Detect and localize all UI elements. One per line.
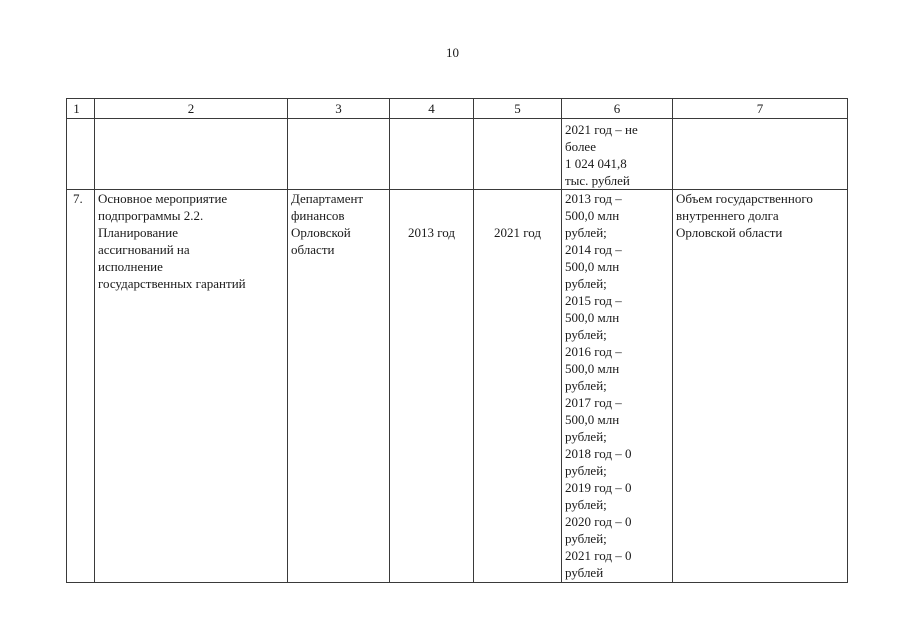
text-line: тыс. рублей bbox=[565, 173, 630, 188]
continuation-row bbox=[67, 119, 848, 190]
funding-amounts bbox=[562, 190, 673, 583]
cont-cell-4 bbox=[390, 119, 474, 190]
text-line: Орловской bbox=[291, 225, 351, 240]
header-col-2: 2 bbox=[95, 99, 288, 119]
text-line: Объем государственного bbox=[676, 191, 813, 206]
target-indicator bbox=[673, 190, 848, 583]
event-name bbox=[95, 190, 288, 583]
text-line: рублей; bbox=[565, 327, 607, 342]
text-line: 500,0 млн bbox=[565, 361, 620, 376]
cont-cell-7 bbox=[673, 119, 848, 190]
text-line: рублей; bbox=[565, 463, 607, 478]
text-line: 2013 год – bbox=[565, 191, 622, 206]
text-line: государственных гарантий bbox=[98, 276, 246, 291]
text-line: рублей; bbox=[565, 378, 607, 393]
header-col-7: 7 bbox=[673, 99, 848, 119]
text-line: области bbox=[291, 242, 335, 257]
cont-cell-3 bbox=[288, 119, 390, 190]
text-line: рублей; bbox=[565, 276, 607, 291]
end-year: 2021 год bbox=[474, 190, 562, 583]
header-col-4: 4 bbox=[390, 99, 474, 119]
cont-cell-2 bbox=[95, 119, 288, 190]
text-line: финансов bbox=[291, 208, 345, 223]
text-line: 2020 год – 0 bbox=[565, 514, 632, 529]
text-line: ассигнований на bbox=[98, 242, 190, 257]
text-line: 2021 год – не bbox=[565, 122, 638, 137]
text-line: Орловской области bbox=[676, 225, 783, 240]
text-line: рублей; bbox=[565, 429, 607, 444]
text-line: Департамент bbox=[291, 191, 364, 206]
text-line: Основное мероприятие bbox=[98, 191, 228, 206]
text-line: более bbox=[565, 139, 596, 154]
text-line: 2015 год – bbox=[565, 293, 622, 308]
executor bbox=[288, 190, 390, 583]
row-number: 7. bbox=[67, 190, 95, 583]
header-col-6: 6 bbox=[562, 99, 673, 119]
text-line: рублей; bbox=[565, 225, 607, 240]
header-row bbox=[67, 99, 848, 119]
text-line: 2014 год – bbox=[565, 242, 622, 257]
text-line: 500,0 млн bbox=[565, 310, 620, 325]
start-year: 2013 год bbox=[390, 190, 474, 583]
text-line: 500,0 млн bbox=[565, 208, 620, 223]
text-line: 2021 год – 0 bbox=[565, 548, 632, 563]
header-col-1: 1 bbox=[67, 99, 95, 119]
measures-table bbox=[66, 98, 848, 583]
text-line: 2018 год – 0 bbox=[565, 446, 632, 461]
text-line: 1 024 041,8 bbox=[565, 156, 627, 171]
text-line: рублей bbox=[565, 565, 604, 580]
text-line: Планирование bbox=[98, 225, 178, 240]
table-row bbox=[67, 190, 848, 583]
cont-cell-1 bbox=[67, 119, 95, 190]
cont-cell-5 bbox=[474, 119, 562, 190]
text-line: внутреннего долга bbox=[676, 208, 779, 223]
text-line: 2016 год – bbox=[565, 344, 622, 359]
text-line: 2019 год – 0 bbox=[565, 480, 632, 495]
text-line: рублей; bbox=[565, 531, 607, 546]
text-line: исполнение bbox=[98, 259, 163, 274]
header-col-3: 3 bbox=[288, 99, 390, 119]
text-line: подпрограммы 2.2. bbox=[98, 208, 204, 223]
header-col-5: 5 bbox=[474, 99, 562, 119]
text-line: рублей; bbox=[565, 497, 607, 512]
text-line: 2017 год – bbox=[565, 395, 622, 410]
text-line: 500,0 млн bbox=[565, 259, 620, 274]
page-number: 10 bbox=[446, 45, 459, 60]
cont-cell-6 bbox=[562, 119, 673, 190]
text-line: 500,0 млн bbox=[565, 412, 620, 427]
